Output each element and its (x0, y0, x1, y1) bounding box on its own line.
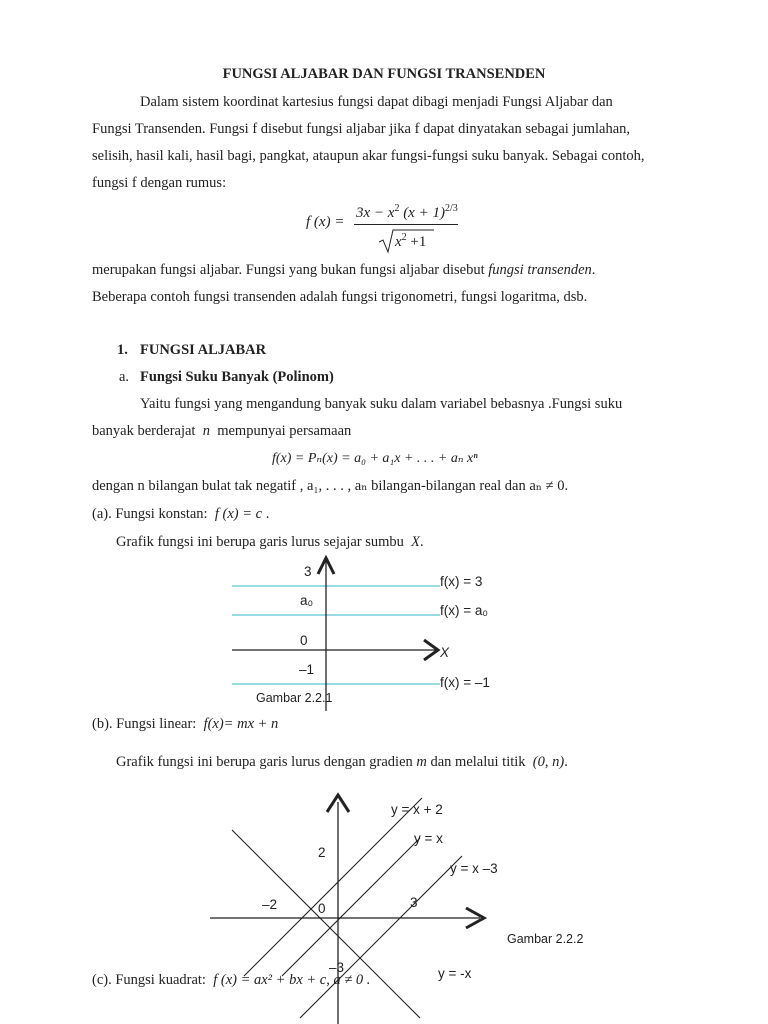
constant-function-graph (0, 548, 768, 718)
formula-lhs: f (x) = (306, 214, 345, 230)
tick-origin: 0 (318, 901, 326, 916)
intro-line-4: fungsi f dengan rumus: (92, 175, 227, 191)
subsection-letter: a. (119, 369, 130, 385)
line-y-x-minus-3 (300, 856, 462, 1018)
tick-a0: a₀ (300, 593, 314, 608)
intro-line-3: selisih, hasil kali, hasil bagi, pangkat, ataupun akar fungsi-fungsi suku banyak. Sebagai contoh, (92, 148, 645, 164)
label-y-x-minus-3: y = x –3 (450, 861, 498, 876)
label-y-neg-x: y = -x (438, 966, 472, 981)
tick-neg3: –3 (329, 960, 345, 975)
line-y-x-plus-2 (244, 798, 422, 976)
label-f-neg1: f(x) = –1 (440, 675, 490, 690)
linear-description: Grafik fungsi ini berupa garis lurus dengan gradien m dan melalui titik (0, n). (116, 754, 568, 770)
section-number: 1. (117, 342, 128, 358)
formula-numerator: $3x - x^2$ $(x + 1)^{2/3}$ (356, 203, 458, 221)
section-heading: FUNGSI ALJABAR (140, 342, 267, 358)
label-y-x: y = x (414, 831, 443, 846)
line-y-x (282, 838, 420, 976)
polinom-equation: f(x) = Pₙ(x) = a₀ + a₁x + . . . + aₙ xⁿ (272, 451, 478, 466)
formula-denominator: $x^2 +1$ (395, 232, 427, 250)
subsection-heading: Fungsi Suku Banyak (Polinom) (140, 369, 334, 385)
line-y-neg-x (232, 830, 420, 1018)
kuadrat-label: (c). Fungsi kuadrat: f (x) = ax² + bx + c, a ≠ 0 . (92, 972, 371, 988)
tick-neg2: –2 (262, 897, 278, 912)
label-f-3: f(x) = 3 (440, 574, 483, 589)
after-line-1: merupakan fungsi aljabar. Fungsi yang bukan fungsi aljabar disebut fungsi transenden. (92, 262, 596, 278)
after-line-2: Beberapa contoh fungsi transenden adalah fungsi trigonometri, fungsi logaritma, dsb. (92, 289, 588, 305)
tick-neg1: –1 (299, 662, 315, 677)
polinom-line-1: Yaitu fungsi yang mengandung banyak suku dalam variabel bebasnya .Fungsi suku (140, 396, 623, 412)
tick-2: 2 (318, 845, 326, 860)
polinom-line-2: banyak berderajat n mempunyai persamaan (92, 423, 352, 439)
page-title: FUNGSI ALJABAR DAN FUNGSI TRANSENDEN (222, 66, 546, 82)
intro-line-1: Dalam sistem koordinat kartesius fungsi dapat dibagi menjadi Fungsi Aljabar dan (140, 94, 613, 110)
intro-line-2: Fungsi Transenden. Fungsi f disebut fungsi aljabar jika f dapat dinyatakan sebagai jumlahan, (92, 121, 631, 137)
formula-fraction-bar (354, 224, 458, 225)
label-y-x-plus-2: y = x + 2 (391, 802, 443, 817)
konstan-label: (a). Fungsi konstan: f (x) = c . (92, 506, 270, 522)
tick-3: 3 (410, 895, 418, 910)
figure-caption-2: Gambar 2.2.2 (507, 932, 584, 946)
tick-origin: 0 (300, 633, 308, 648)
x-axis-label: X (440, 645, 450, 660)
linear-label: (b). Fungsi linear: f(x)= mx + n (92, 716, 279, 732)
konstan-description: Grafik fungsi ini berupa garis lurus sejajar sumbu X. (116, 534, 424, 550)
polinom-condition: dengan n bilangan bulat tak negatif , a₁, . . . , aₙ bilangan-bilangan real dan aₙ ≠ 0. (92, 478, 569, 494)
tick-3: 3 (304, 564, 312, 579)
figure-caption-1: Gambar 2.2.1 (256, 691, 333, 705)
label-f-a0: f(x) = a₀ (440, 603, 488, 618)
